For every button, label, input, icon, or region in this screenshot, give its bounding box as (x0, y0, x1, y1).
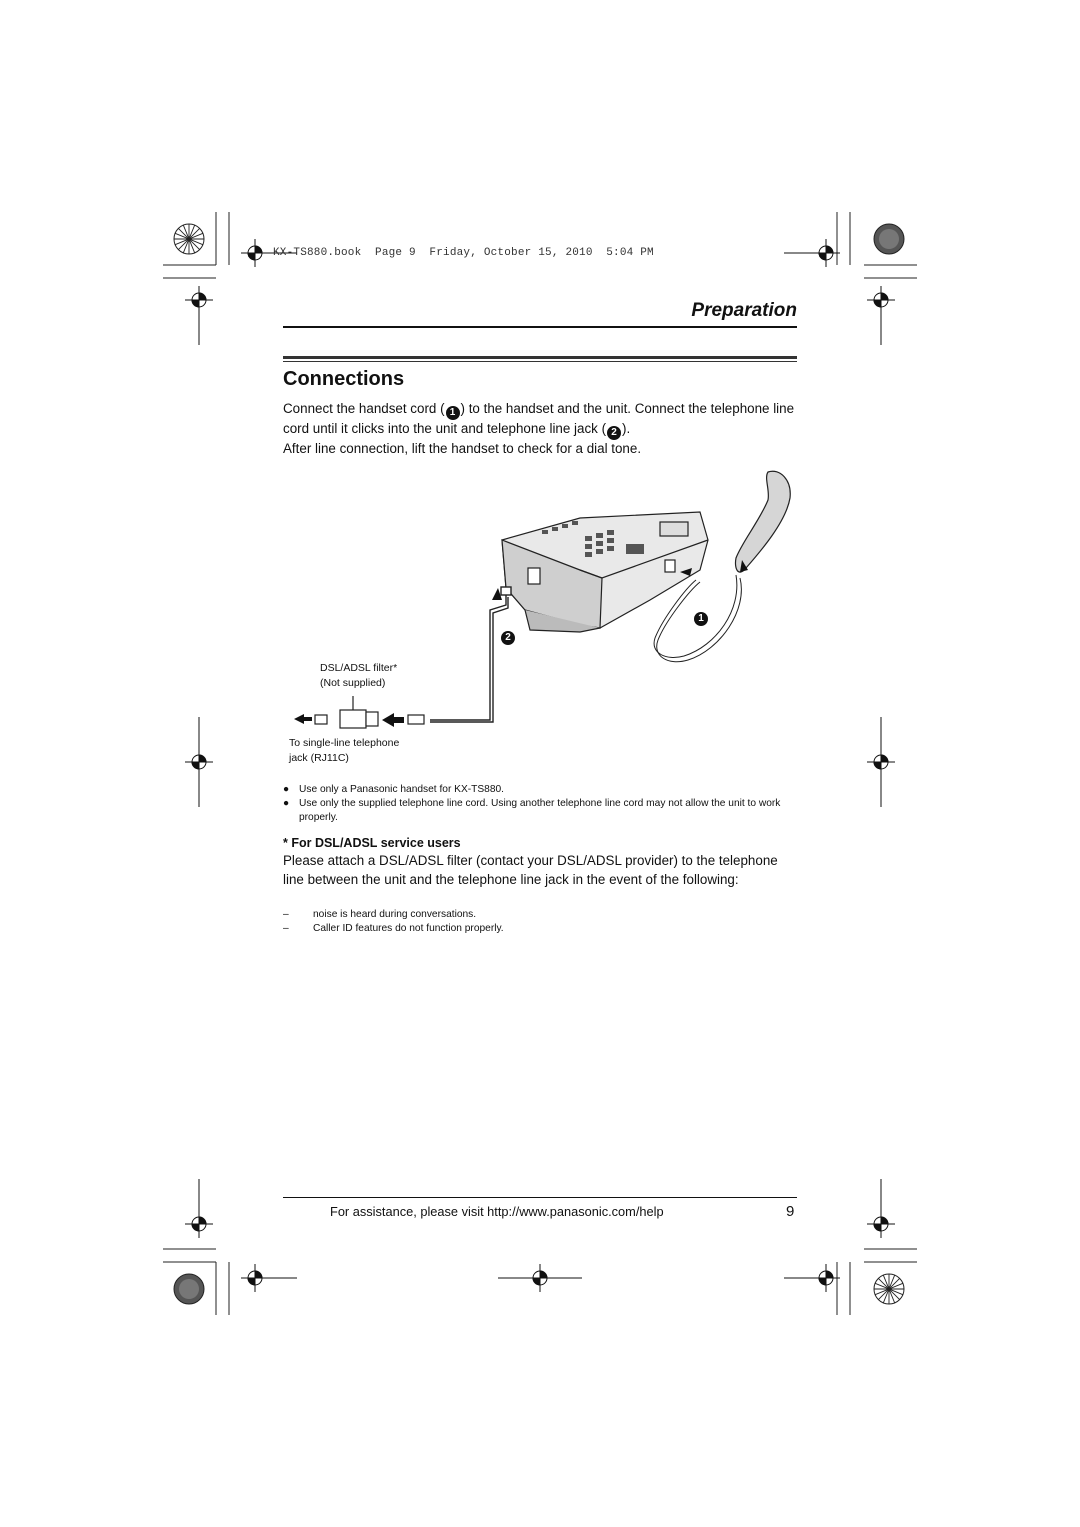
diagram-callout-1: 1 (694, 612, 708, 626)
note-text: Use only the supplied telephone line cord. Using another telephone line cord may not allow the unit to work properly. (299, 798, 781, 823)
bullet-icon: ● (283, 784, 290, 795)
title-rule-thin (283, 361, 797, 362)
dsl-filter-illustration (315, 696, 424, 728)
footer-rule (283, 1197, 797, 1198)
diagram-callout-2: 2 (501, 631, 515, 645)
jack-label (289, 736, 399, 766)
filter-label-line1: DSL/ADSL filter* (320, 662, 398, 674)
intro-part3: ). (622, 421, 631, 436)
section-rule (283, 326, 797, 328)
dsl-paragraph: Please attach a DSL/ADSL filter (contact your DSL/ADSL provider) to the telephone line between the unit and the telephone line jack in the event of the following: (283, 853, 778, 887)
intro-part2: ) to the handset and the unit. Connect the telephone line cord until it clicks into the unit and telephone line jack ( (283, 401, 795, 436)
page-title: Connections (283, 368, 405, 390)
line-cord-illustration (430, 587, 511, 722)
dash-icon: – (283, 923, 289, 934)
dash-text: noise is heard during conversations. (313, 909, 477, 920)
book-file-line: KX-TS880.book Page 9 Friday, October 15, 2010 5:04 PM (273, 247, 654, 259)
dsl-heading: * For DSL/ADSL service users (283, 836, 461, 850)
bullet-icon: ● (283, 798, 290, 809)
filter-label-line2: (Not supplied) (320, 677, 386, 689)
telephone-unit-illustration (502, 512, 708, 632)
assistance-link-text: For assistance, please visit http://www.panasonic.com/help (330, 1204, 664, 1219)
page-number: 9 (786, 1203, 795, 1220)
dash-icon: – (283, 909, 289, 920)
handset-illustration (735, 471, 790, 572)
note-text: Use only a Panasonic handset for KX-TS880. (299, 784, 504, 795)
dash-text: Caller ID features do not function properly. (313, 923, 504, 934)
filter-label (320, 661, 397, 691)
jack-label-line1: To single-line telephone (289, 737, 400, 749)
intro-paragraph (283, 400, 803, 459)
intro-part1: Connect the handset cord ( (283, 401, 445, 416)
intro-line3: After line connection, lift the handset to check for a dial tone. (283, 441, 642, 456)
connection-diagram (280, 460, 810, 780)
callout-2-badge: 2 (607, 426, 621, 440)
title-rule-thick (283, 356, 797, 359)
callout-1-badge: 1 (446, 406, 460, 420)
jack-label-line2: jack (RJ11C) (289, 752, 349, 764)
section-heading: Preparation (691, 300, 797, 321)
